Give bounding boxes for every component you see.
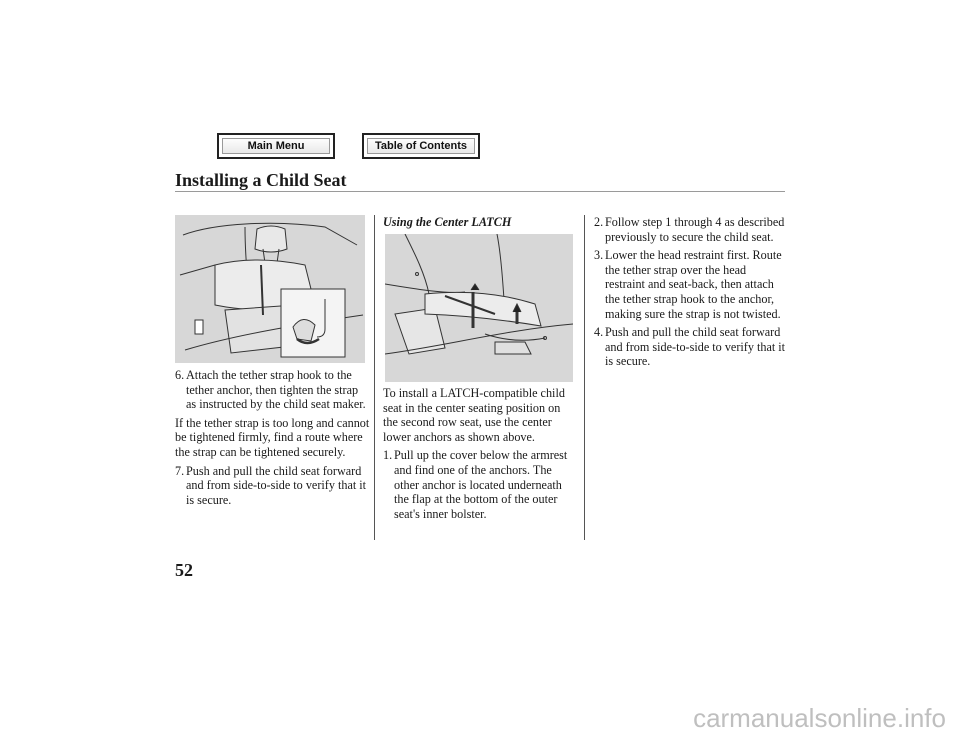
list-item [175,368,370,412]
column-divider-right [584,215,585,540]
tether-anchor-illustration [175,215,365,363]
step-note: If the tether strap is too long and cannot be tightened firmly, find a route where the strap can be tightened securely. [175,415,370,459]
step-text: Follow step 1 through 4 as described previously to secure the child seat. [605,215,785,244]
step-number: 7. [175,463,185,478]
step-text: Attach the tether strap hook to the tether anchor, then tighten the strap as instructed by the child seat maker. [186,368,366,412]
main-menu-label: Main Menu [222,138,330,154]
list-item [594,325,786,369]
list-item [594,248,786,321]
intro-paragraph: To install a LATCH-compatible child seat in the center seating position on the second row seat, use the center lower anchors as shown above. [383,386,565,444]
page-number: 52 [175,560,193,580]
step-number: 3. [594,248,604,263]
list-item [175,464,370,508]
step-text: Lower the head restraint first. Route the tether strap over the head restraint and seat-back, then attach the tether strap hook to the anchor, making sure the strap is not twisted. [605,248,782,321]
step-text: Pull up the cover below the armrest and find one of the anchors. The other anchor is located underneath the flap at the bottom of the outer seat's inner bolster. [394,448,568,521]
step-text: Push and pull the child seat forward and from side-to-side to verify that it is secure. [605,325,786,369]
main-menu-button[interactable] [217,133,335,159]
step-number: 4. [594,325,604,340]
section-title: Installing a Child Seat [175,170,347,190]
list-item [594,215,786,244]
watermark: carmanualsonline.info [693,703,946,733]
center-latch-drawing [385,234,573,382]
step-number: 1. [383,448,393,463]
column-divider-left [374,215,375,540]
subheading: Using the Center LATCH [383,215,512,229]
step-number: 2. [594,215,604,229]
table-of-contents-button[interactable] [362,133,480,159]
left-column-text [175,368,370,507]
list-item [383,448,578,521]
tether-anchor-drawing [175,215,365,363]
step-number: 6. [175,368,185,382]
step-text: Push and pull the child seat forward and from side-to-side to verify that it is secure. [186,463,367,507]
right-column-text [594,215,786,369]
middle-column-text [383,386,578,521]
center-latch-illustration [385,234,573,382]
table-of-contents-label: Table of Contents [367,138,475,154]
title-rule [175,191,785,192]
